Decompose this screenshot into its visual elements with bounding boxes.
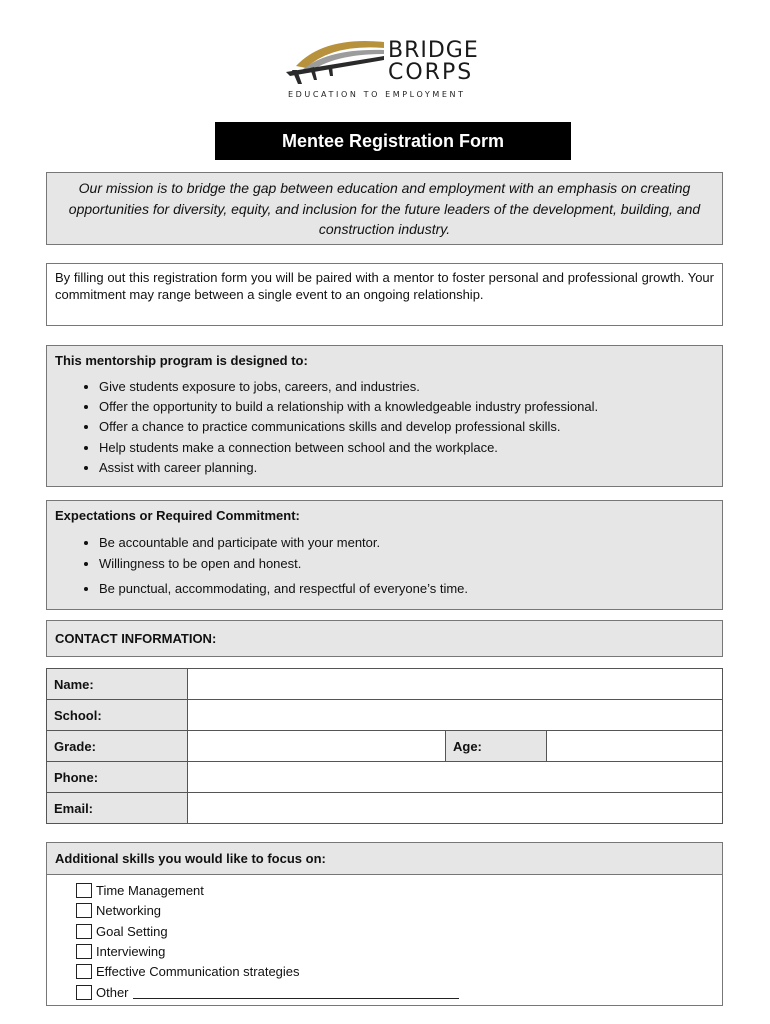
expectations-list xyxy=(55,532,714,599)
email-field[interactable] xyxy=(188,793,723,824)
table-row xyxy=(47,731,723,762)
skill-label: Other xyxy=(96,984,129,1000)
table-row xyxy=(47,793,723,824)
contact-heading: CONTACT INFORMATION: xyxy=(55,631,217,646)
skill-option-networking xyxy=(76,902,161,920)
contact-table xyxy=(46,668,723,824)
phone-field[interactable] xyxy=(188,762,723,793)
list-item: • Offer a chance to practice communications skills and develop professional skills. xyxy=(99,417,714,437)
table-row xyxy=(47,669,723,700)
age-label: Age: xyxy=(446,731,547,762)
mission-statement: Our mission is to bridge the gap between education and employment with an emphasis on creating opportunities for diversity, equity, and inclusion for the future leaders of the development, building, and construction industry. xyxy=(46,172,723,245)
skill-option-time-management xyxy=(76,881,204,899)
program-list xyxy=(55,377,714,478)
skill-label: Time Management xyxy=(96,882,204,898)
checkbox[interactable] xyxy=(76,883,92,898)
other-input-line[interactable] xyxy=(133,986,459,999)
expectations-section xyxy=(46,500,723,610)
logo-text-line1: BRIDGE xyxy=(388,38,479,63)
name-field[interactable] xyxy=(188,669,723,700)
skill-option-goal-setting xyxy=(76,922,168,940)
skills-options xyxy=(46,874,723,1006)
program-heading: This mentorship program is designed to: xyxy=(55,353,308,368)
form-title: Mentee Registration Form xyxy=(215,122,571,160)
bridge-corps-logo xyxy=(284,34,484,104)
checkbox[interactable] xyxy=(76,924,92,939)
name-label: Name: xyxy=(47,669,188,700)
expectations-heading: Expectations or Required Commitment: xyxy=(55,508,300,523)
checkbox[interactable] xyxy=(76,944,92,959)
list-item: • Help students make a connection between school and the workplace. xyxy=(99,438,714,458)
intro-paragraph: By filling out this registration form you will be paired with a mentor to foster personal and professional growth. Your commitment may range between a single event to an ongoing relationship. xyxy=(46,263,723,326)
list-item: • Be accountable and participate with your mentor. xyxy=(99,532,714,553)
bridge-arc-icon xyxy=(284,34,388,90)
list-item: • Be punctual, accommodating, and respectful of everyone’s time. xyxy=(99,578,714,599)
table-row xyxy=(47,700,723,731)
skill-option-interviewing xyxy=(76,942,165,960)
skill-label: Goal Setting xyxy=(96,923,168,939)
logo-tagline: EDUCATION TO EMPLOYMENT xyxy=(288,90,466,99)
list-item: • Give students exposure to jobs, careers, and industries. xyxy=(99,377,714,397)
grade-label: Grade: xyxy=(47,731,188,762)
checkbox[interactable] xyxy=(76,985,92,1000)
skill-label: Effective Communication strategies xyxy=(96,964,300,979)
list-item: • Assist with career planning. xyxy=(99,458,714,478)
skill-option-communication xyxy=(76,963,300,981)
skill-option-other xyxy=(76,983,459,1001)
logo-text-line2: CORPS xyxy=(388,60,474,85)
skills-heading-box xyxy=(46,842,723,875)
contact-heading-box xyxy=(46,620,723,657)
school-label: School: xyxy=(47,700,188,731)
table-row xyxy=(47,762,723,793)
program-section xyxy=(46,345,723,487)
school-field[interactable] xyxy=(188,700,723,731)
skills-heading: Additional skills you would like to focus on: xyxy=(55,851,326,866)
skill-label: Networking xyxy=(96,903,162,918)
checkbox[interactable] xyxy=(76,964,92,979)
grade-field[interactable] xyxy=(188,731,446,762)
list-item: • Willingness to be open and honest. xyxy=(99,553,714,574)
skill-label: Interviewing xyxy=(96,943,166,959)
checkbox[interactable] xyxy=(76,903,92,918)
phone-label: Phone: xyxy=(47,762,188,793)
email-label: Email: xyxy=(47,793,188,824)
age-field[interactable] xyxy=(547,731,723,762)
list-item: • Offer the opportunity to build a relationship with a knowledgeable industry professional. xyxy=(99,397,714,417)
